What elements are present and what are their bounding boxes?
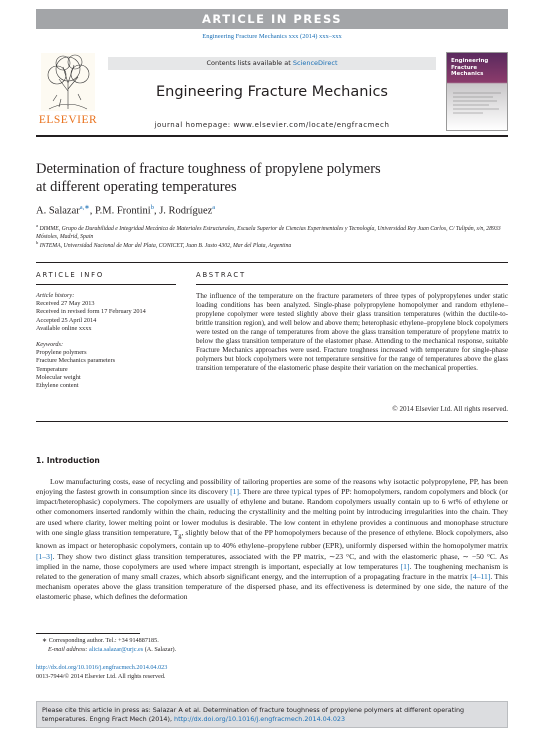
keyword-item: Molecular weight xyxy=(36,373,81,381)
intro-text: . There are three typical types of PP: homopolymers, random copolymers and block (or impact/heterophasic) copolymers. The copolymers are usually of ethylene and butane. Random copolymers usually contain up to 6 wt% of ethylene or other comonomers inserted randomly within the chain, reducing the crystallinity and the melting point by introducing irregularities into the chain. They are used where clarity, lower melting point or lower modulus is desirable. The low content in ethylene provides a continuous and monophase structure with one single glass transition temperature, T xyxy=(36,487,508,537)
intro-text: . This mechanism operates above the glass transition temperature of the dispersed phase, and its effectiveness is determined by one side, the nature of the elastomeric phase, which defines the deformation xyxy=(36,571,508,602)
elsevier-tree-icon xyxy=(41,53,95,111)
author-separator: , xyxy=(153,205,160,217)
contents-available-bar xyxy=(108,57,436,70)
keyword-item: Temperature xyxy=(36,365,68,373)
paper-title-line2: at different operating temperatures xyxy=(36,178,237,195)
footnote-rule xyxy=(36,633,140,634)
author-affiliation-mark[interactable]: a xyxy=(212,204,216,211)
history-label: Article history: xyxy=(36,292,75,299)
journal-info-box xyxy=(108,57,436,133)
intro-text: . The toughening mechanism is related to the generation of many small crazes, which absorb significant energy, and the interruption of a propagating fracture in the matrix xyxy=(36,561,508,581)
abstract-rule xyxy=(196,284,508,285)
corresponding-author-note: ∗ Corresponding author. Tel.: +34 914887185. xyxy=(42,637,159,644)
article-info-heading: ARTICLE INFO xyxy=(36,271,104,279)
abstract-heading: ABSTRACT xyxy=(196,271,246,279)
keyword-item: Fracture Mechanics parameters xyxy=(36,357,116,365)
author-list xyxy=(36,203,215,217)
history-item: Available online xxxx xyxy=(36,324,92,332)
cover-title: Engineering Fracture Mechanics xyxy=(451,58,489,77)
history-item: Received in revised form 17 February 2014 xyxy=(36,308,146,316)
journal-masthead xyxy=(36,49,508,133)
affiliation-mark: a xyxy=(36,223,38,228)
affiliation-mark: b xyxy=(36,240,39,245)
sciencedirect-link[interactable]: ScienceDirect xyxy=(292,59,338,67)
abstract-copyright: © 2014 Elsevier Ltd. All rights reserved. xyxy=(392,405,508,413)
email-suffix: (A. Salazar). xyxy=(144,646,177,653)
paper-title xyxy=(36,161,476,196)
keyword-item: Ethylene content xyxy=(36,382,79,390)
paper-title-line1: Determination of fracture toughness of propylene polymers xyxy=(36,161,381,177)
article-in-press-banner: ARTICLE IN PRESS xyxy=(36,9,508,29)
abstract-text: The influence of the temperature on the fracture parameters of three types of polypropylenes under static loading conditions has been analyzed. Single-phase polypropylene homopolymer and random ethylene–propylene copolymer were tested slightly above their glass transition temperatures (within the ductile-to-brittle transition region), and well below and above them; heterophasic ethylene–propylene block copolymers were tested on the range of temperatures from above the glass transition temperature of propylene matrix to below the glass transition temperature of the elastomer phase. Attending to the mechanical response, suitable Fracture Mechanics approaches were used. Fracture toughness increased with temperature for single-phase polymers but block copolymers were not temperature sensitive for the range of temperatures above the glass transition temperature of the elastomeric phase despite their variation on the mechanical properties. xyxy=(196,292,508,372)
introduction-heading: 1. Introduction xyxy=(36,456,100,465)
abstract-end-rule xyxy=(36,421,508,422)
history-item: Accepted 25 April 2014 xyxy=(36,316,97,324)
keyword-item: Propylene polymers xyxy=(36,349,87,357)
history-item: Received 27 May 2013 xyxy=(36,300,95,308)
journal-cover-image xyxy=(446,52,508,131)
affiliation-text: INTEMA, Universidad Nacional de Mar del Plata, CONICET, Juan B. Justo 4302, Mar del Plata, Argentina xyxy=(39,242,292,249)
email-link[interactable]: alicia.salazar@urjc.es xyxy=(89,646,144,653)
elsevier-logo xyxy=(36,53,100,131)
journal-homepage[interactable]: journal homepage: www.elsevier.com/locate/engfracmech xyxy=(154,121,390,129)
journal-reference-link[interactable]: Engineering Fracture Mechanics xxx (2014) xxx–xxx xyxy=(202,33,342,40)
citation-doi-link[interactable]: http://dx.doi.org/10.1016/j.engfracmech.2014.04.023 xyxy=(174,715,346,723)
affiliation-b xyxy=(36,239,508,250)
journal-title: Engineering Fracture Mechanics xyxy=(156,84,388,100)
keywords-label: Keywords: xyxy=(36,341,64,349)
article-info-panel xyxy=(36,292,176,390)
author-name: J. Rodríguez xyxy=(159,205,213,217)
author-affiliation-mark[interactable]: b xyxy=(150,204,154,211)
citation-link[interactable]: [1] xyxy=(400,561,410,571)
affiliation-text: DIMME, Grupo de Durabilidad e Integridad Mecánica de Materiales Estructurales, Escuela Superior de Ciencias Experimentales y Tecnología, Universidad Rey Juan Carlos, C/ Tulipán, s/n, 28933 Móstoles, Madrid, Spain xyxy=(36,225,501,241)
elsevier-wordmark: ELSEVIER xyxy=(38,114,98,126)
citation-notice-box xyxy=(36,701,508,728)
doi-note xyxy=(36,664,508,673)
issn-note: 0013-7944/© 2014 Elsevier Ltd. All rights reserved. xyxy=(36,673,166,680)
email-label: E-mail address: xyxy=(48,646,88,653)
intro-text: . They show two distinct glass transition temperatures, associated with the PP matrix, ∼23 °C, and with the elastomeric phase, ∼ −50 °C. As implied in the name, those copolymers are used where impact strength is important, especially at low temperatures xyxy=(36,551,508,571)
author-name: P.M. Frontini xyxy=(94,205,151,217)
subscript-g: g xyxy=(178,532,182,540)
citation-notice-text: Please cite this article in press as: Salazar A et al. Determination of fracture toughness of propylene polymers at different operating temperatures. Engng Fract Mech (2014), xyxy=(42,706,465,723)
author-name: A. Salazar xyxy=(36,205,80,217)
cover-lines-graphic xyxy=(453,89,501,119)
doi-link[interactable]: http://dx.doi.org/10.1016/j.engfracmech.2014.04.023 xyxy=(36,664,168,671)
article-info-rule xyxy=(36,284,176,285)
author-separator: , xyxy=(89,205,95,217)
introduction-paragraph xyxy=(36,477,508,602)
citation-link[interactable]: [1–3] xyxy=(36,551,53,561)
header-rule xyxy=(36,262,508,263)
citation-link[interactable]: [4–11] xyxy=(470,571,491,581)
contents-prefix: Contents lists available at xyxy=(206,59,291,67)
intro-text: , slightly below that of the PP homopolymers because of the presence of ethylene. Block copolymers, also known as impact or heterophasic copolymers, contain up to 40% ethylene–propylene rubber (EPR), uniformly dispersed within the homopolymer matrix xyxy=(36,527,508,551)
email-note xyxy=(36,646,508,655)
intro-text: Low manufacturing costs, ease of recycling and possibility of tailoring properties are some of the reasons why isotactic polypropylene, PP, has been enjoying the fastest growth in consumption since its discovery xyxy=(36,477,508,497)
citation-link[interactable]: [1] xyxy=(230,487,240,497)
author-affiliation-mark[interactable]: a,∗ xyxy=(79,204,90,211)
masthead-rule xyxy=(36,135,508,137)
